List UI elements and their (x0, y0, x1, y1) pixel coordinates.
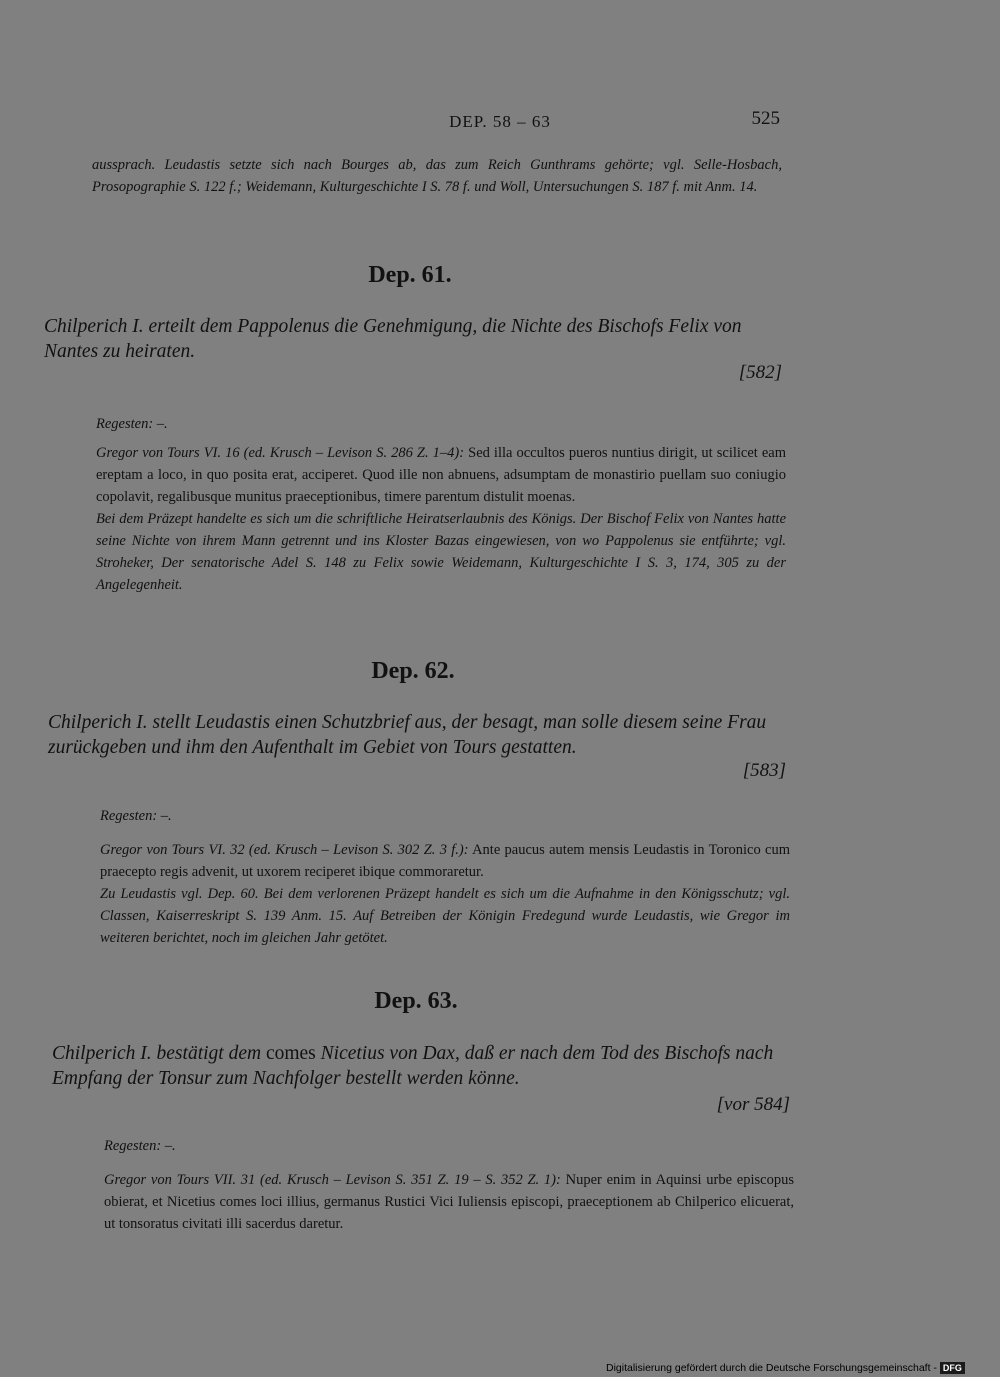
source-block-dep-63 (104, 1169, 794, 1235)
page-number: 525 (751, 108, 780, 129)
regesten-dep-63: Regesten: –. (104, 1138, 176, 1154)
regesten-dep-62: Regesten: –. (100, 808, 172, 824)
carryover-footnote (92, 154, 782, 198)
source-reference: Gregor von Tours VII. 31 (ed. Krusch – Levison S. 351 Z. 19 – S. 352 Z. 1): (104, 1172, 561, 1188)
summary-roman-term: comes (265, 1043, 316, 1064)
commentary-note: Zu Leudastis vgl. Dep. 60. Bei dem verlorenen Präzept handelt es sich um die Aufnahme in den Königsschutz; vgl. Classen, Kaiserreskript S. 139 Anm. 15. Auf Betreiben der Königin Fredegund wurde Leudastis, wie Gregor im weiteren berichtet, noch im gleichen Jahr getötet. (100, 886, 790, 946)
commentary-note: Bei dem Präzept handelte es sich um die schriftliche Heiratserlaubnis des Königs. Der Bischof Felix von Nantes hatte seine Nichte von ihrem Mann getrennt und ins Kloster Bazas eingewiesen, von wo Pappolenus sie entführte; vgl. Stroheker, Der senatorische Adel S. 148 zu Felix sowie Weidemann, Kulturgeschichte I S. 3, 174, 305 zu der Angelegenheit. (96, 511, 786, 593)
entry-summary-dep-61: Chilperich I. erteilt dem Pappolenus die Genehmigung, die Nichte des Bischofs Felix von Nantes zu heiraten. (44, 316, 742, 362)
source-reference: Gregor von Tours VI. 32 (ed. Krusch – Levison S. 302 Z. 3 f.): (100, 842, 469, 858)
source-quote: Sed illa occultos pueros nuntius dirigit, ut scilicet eam ereptam a loco, in quo posita erat, acciperet. Quod ille non abnuens, adsumptam de monastirio puellam suo coniugio copolavit, regalibusque munitus praeceptionibus, timere parentum distulit moenas. (96, 445, 786, 505)
entry-date-dep-62: [583] (742, 760, 786, 781)
entry-heading-dep-63 (0, 988, 832, 1015)
source-block-dep-62 (100, 839, 790, 949)
entry-heading-dep-62: Dep. 62. (371, 658, 455, 684)
regesten-dep-61: Regesten: –. (96, 416, 168, 432)
entry-heading-text: Dep. 63. (374, 988, 458, 1014)
summary-part: Nicetius von Dax, daß er nach dem Tod des Bischofs nach Empfang der Tonsur zum Nachfolger bestellt werden könne. (52, 1043, 774, 1089)
entry-summary-dep-63 (52, 1041, 792, 1091)
dfg-logo: DFG (940, 1362, 965, 1374)
carryover-text: aussprach. Leudastis setzte sich nach Bourges ab, das zum Reich Gunthrams gehörte; vgl. Selle-Hosbach, Prosopographie S. 122 f.; Weidemann, Kulturgeschichte I S. 78 f. und Woll, Untersuchungen S. 187 f. mit Anm. 14. (92, 157, 782, 195)
entry-summary-dep-62: Chilperich I. stellt Leudastis einen Schutzbrief aus, der besagt, man solle diesem seine Frau zurückgeben und ihm den Aufenthalt im Gebiet von Tours gestatten. (48, 712, 767, 758)
source-reference: Gregor von Tours VI. 16 (ed. Krusch – Levison S. 286 Z. 1–4): (96, 445, 465, 461)
entry-heading-dep-61: Dep. 61. (368, 262, 452, 288)
digitization-footer (606, 1362, 965, 1374)
footer-text: Digitalisierung gefördert durch die Deutsche Forschungsgemeinschaft - (606, 1362, 937, 1374)
entry-date-dep-63: [vor 584] (716, 1094, 790, 1115)
summary-part: Chilperich I. bestätigt dem (52, 1043, 266, 1064)
entry-date-dep-61: [582] (738, 362, 782, 383)
source-block-dep-61 (96, 442, 786, 596)
source-quote: Nuper enim in Aquinsi urbe episcopus obierat, et Nicetius comes loci illius, germanus Rustici Vici Iuliensis episcopi, praeceptionem ab Chilperico elicuerat, ut tonsoratus civitati illi sacerdus daretur. (104, 1172, 794, 1232)
source-quote: Ante paucus autem mensis Leudastis in Toronico cum praecepto regis advenit, ut uxorem reciperet ibique commoraretur. (100, 842, 790, 880)
running-head: DEP. 58 – 63 (449, 112, 551, 131)
